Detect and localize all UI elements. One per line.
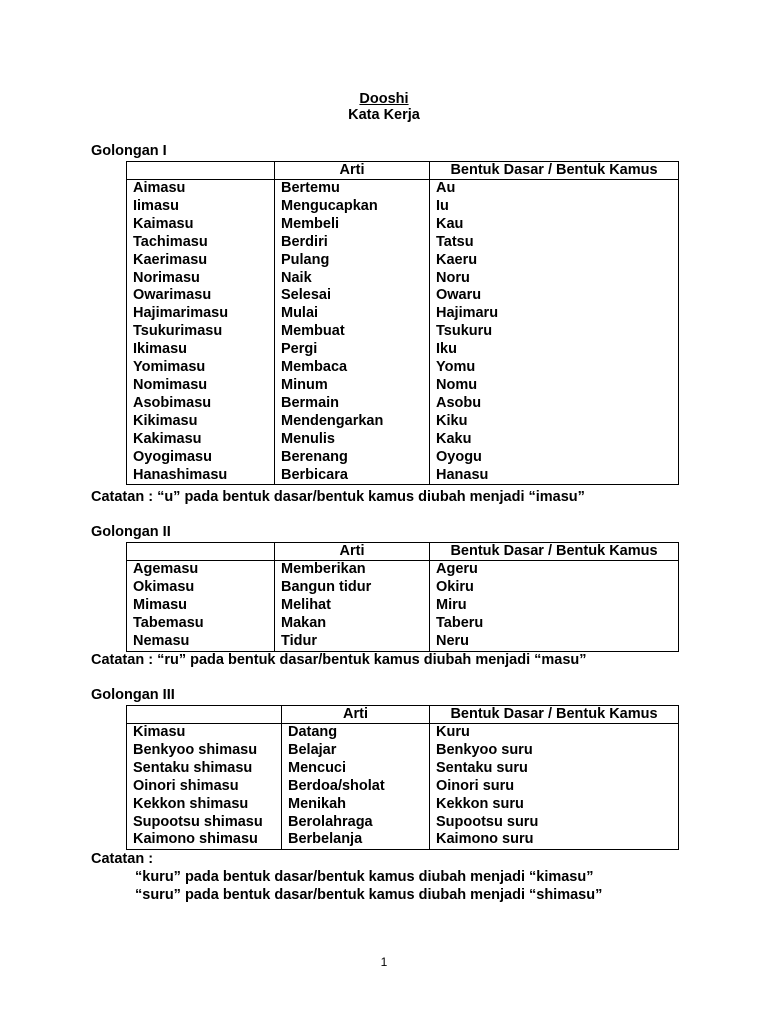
group2-heading: Golongan II [91, 524, 171, 540]
dictionary-form-cell: Kaku [430, 431, 679, 449]
group2-note: Catatan : “ru” pada bentuk dasar/bentuk kamus diubah menjadi “masu” [91, 652, 587, 668]
column-header [127, 706, 282, 724]
table-row [127, 742, 679, 760]
meaning-cell: Mendengarkan [275, 413, 430, 431]
verb-cell: Kaimono shimasu [127, 831, 282, 849]
dictionary-form-cell: Nomu [430, 377, 679, 395]
meaning-cell: Makan [275, 615, 430, 633]
verb-cell: Agemasu [127, 561, 275, 579]
meaning-cell: Membaca [275, 359, 430, 377]
verb-cell: Tabemasu [127, 615, 275, 633]
column-header [127, 543, 275, 561]
group1-table-body [127, 180, 679, 485]
table-row [127, 724, 679, 742]
verb-cell: Asobimasu [127, 395, 275, 413]
verb-cell: Tachimasu [127, 234, 275, 252]
verb-cell: Aimasu [127, 180, 275, 198]
dictionary-form-cell: Okiru [430, 579, 679, 597]
column-header [127, 162, 275, 180]
dictionary-form-cell: Miru [430, 597, 679, 615]
document-title: Dooshi [359, 91, 409, 107]
meaning-cell: Mengucapkan [275, 198, 430, 216]
dictionary-form-cell: Kau [430, 216, 679, 234]
verb-cell: Norimasu [127, 270, 275, 288]
verb-cell: Tsukurimasu [127, 323, 275, 341]
verb-cell: Oinori shimasu [127, 778, 282, 796]
meaning-cell: Melihat [275, 597, 430, 615]
dictionary-form-cell: Supootsu suru [430, 814, 679, 832]
table-row [127, 252, 679, 270]
group3-table [126, 705, 679, 850]
dictionary-form-cell: Asobu [430, 395, 679, 413]
dictionary-form-cell: Oinori suru [430, 778, 679, 796]
verb-cell: Ikimasu [127, 341, 275, 359]
group2-table-body [127, 561, 679, 652]
meaning-cell: Berbelanja [282, 831, 430, 849]
dictionary-form-cell: Kaeru [430, 252, 679, 270]
dictionary-form-cell: Hajimaru [430, 305, 679, 323]
meaning-cell: Pulang [275, 252, 430, 270]
column-header: Bentuk Dasar / Bentuk Kamus [430, 706, 679, 724]
verb-cell: Kaimasu [127, 216, 275, 234]
dictionary-form-cell: Benkyoo suru [430, 742, 679, 760]
table-row [127, 270, 679, 288]
meaning-cell: Membuat [275, 323, 430, 341]
meaning-cell: Bertemu [275, 180, 430, 198]
meaning-cell: Bangun tidur [275, 579, 430, 597]
table-row [127, 287, 679, 305]
table-row [127, 778, 679, 796]
meaning-cell: Berenang [275, 449, 430, 467]
table-row [127, 198, 679, 216]
verb-cell: Kaerimasu [127, 252, 275, 270]
table-row [127, 760, 679, 778]
meaning-cell: Naik [275, 270, 430, 288]
dictionary-form-cell: Noru [430, 270, 679, 288]
meaning-cell: Mencuci [282, 760, 430, 778]
group2-table [126, 542, 679, 652]
group3-note-line: “suru” pada bentuk dasar/bentuk kamus diubah menjadi “shimasu” [135, 887, 603, 903]
meaning-cell: Berolahraga [282, 814, 430, 832]
dictionary-form-cell: Hanasu [430, 467, 679, 485]
verb-cell: Nemasu [127, 633, 275, 651]
meaning-cell: Belajar [282, 742, 430, 760]
group3-note-line: “kuru” pada bentuk dasar/bentuk kamus diubah menjadi “kimasu” [135, 869, 594, 885]
verb-cell: Okimasu [127, 579, 275, 597]
verb-cell: Kakimasu [127, 431, 275, 449]
meaning-cell: Berdiri [275, 234, 430, 252]
table-row [127, 359, 679, 377]
dictionary-form-cell: Sentaku suru [430, 760, 679, 778]
table-row [127, 633, 679, 651]
verb-cell: Nomimasu [127, 377, 275, 395]
table-header-row [127, 706, 679, 724]
table-row [127, 831, 679, 849]
meaning-cell: Selesai [275, 287, 430, 305]
dictionary-form-cell: Kiku [430, 413, 679, 431]
table-row [127, 395, 679, 413]
dictionary-form-cell: Oyogu [430, 449, 679, 467]
column-header: Bentuk Dasar / Bentuk Kamus [430, 543, 679, 561]
dictionary-form-cell: Iu [430, 198, 679, 216]
table-row [127, 449, 679, 467]
table-header-row [127, 162, 679, 180]
meaning-cell: Berbicara [275, 467, 430, 485]
table-row [127, 180, 679, 198]
column-header: Arti [275, 543, 430, 561]
column-header: Arti [282, 706, 430, 724]
group1-table [126, 161, 679, 485]
verb-cell: Kekkon shimasu [127, 796, 282, 814]
meaning-cell: Pergi [275, 341, 430, 359]
table-row [127, 305, 679, 323]
table-row [127, 413, 679, 431]
dictionary-form-cell: Au [430, 180, 679, 198]
table-row [127, 323, 679, 341]
table-row [127, 467, 679, 485]
meaning-cell: Menulis [275, 431, 430, 449]
verb-cell: Supootsu shimasu [127, 814, 282, 832]
table-header-row [127, 543, 679, 561]
document-subtitle: Kata Kerja [348, 107, 420, 123]
verb-cell: Kimasu [127, 724, 282, 742]
table-row [127, 341, 679, 359]
dictionary-form-cell: Taberu [430, 615, 679, 633]
table-row [127, 579, 679, 597]
verb-cell: Oyogimasu [127, 449, 275, 467]
dictionary-form-cell: Tatsu [430, 234, 679, 252]
table-row [127, 561, 679, 579]
verb-cell: Benkyoo shimasu [127, 742, 282, 760]
table-row [127, 431, 679, 449]
page-number: 1 [380, 955, 388, 969]
dictionary-form-cell: Yomu [430, 359, 679, 377]
meaning-cell: Menikah [282, 796, 430, 814]
verb-cell: Hajimarimasu [127, 305, 275, 323]
column-header: Arti [275, 162, 430, 180]
verb-cell: Iimasu [127, 198, 275, 216]
meaning-cell: Tidur [275, 633, 430, 651]
meaning-cell: Datang [282, 724, 430, 742]
verb-cell: Hanashimasu [127, 467, 275, 485]
group3-note-label: Catatan : [91, 851, 154, 867]
dictionary-form-cell: Iku [430, 341, 679, 359]
table-row [127, 216, 679, 234]
dictionary-form-cell: Neru [430, 633, 679, 651]
table-row [127, 597, 679, 615]
meaning-cell: Mulai [275, 305, 430, 323]
table-row [127, 796, 679, 814]
meaning-cell: Membeli [275, 216, 430, 234]
dictionary-form-cell: Kaimono suru [430, 831, 679, 849]
dictionary-form-cell: Owaru [430, 287, 679, 305]
column-header: Bentuk Dasar / Bentuk Kamus [430, 162, 679, 180]
group1-heading: Golongan I [91, 143, 167, 159]
meaning-cell: Memberikan [275, 561, 430, 579]
group1-note: Catatan : “u” pada bentuk dasar/bentuk kamus diubah menjadi “imasu” [91, 489, 585, 505]
dictionary-form-cell: Tsukuru [430, 323, 679, 341]
group3-table-body [127, 724, 679, 850]
dictionary-form-cell: Kekkon suru [430, 796, 679, 814]
meaning-cell: Berdoa/sholat [282, 778, 430, 796]
meaning-cell: Bermain [275, 395, 430, 413]
verb-cell: Mimasu [127, 597, 275, 615]
table-row [127, 377, 679, 395]
table-row [127, 814, 679, 832]
verb-cell: Owarimasu [127, 287, 275, 305]
group3-heading: Golongan III [91, 687, 175, 703]
meaning-cell: Minum [275, 377, 430, 395]
verb-cell: Yomimasu [127, 359, 275, 377]
dictionary-form-cell: Ageru [430, 561, 679, 579]
verb-cell: Sentaku shimasu [127, 760, 282, 778]
verb-cell: Kikimasu [127, 413, 275, 431]
table-row [127, 615, 679, 633]
table-row [127, 234, 679, 252]
dictionary-form-cell: Kuru [430, 724, 679, 742]
